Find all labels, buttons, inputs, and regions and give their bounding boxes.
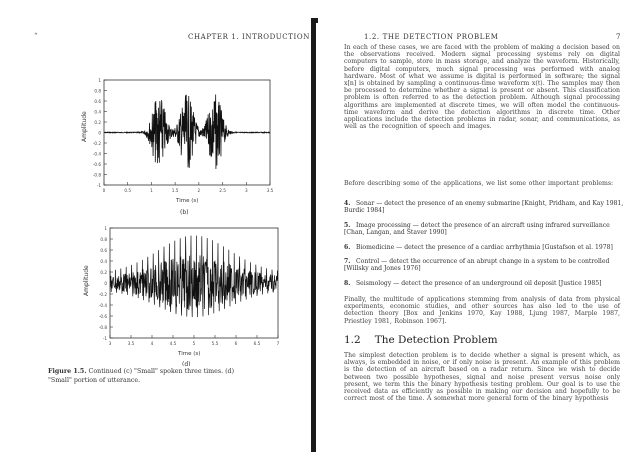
x-axis-label: Time (s) bbox=[176, 198, 199, 204]
panel-label: (d) bbox=[182, 361, 191, 366]
x-tick-label: 4 bbox=[150, 341, 154, 346]
y-axis-label: Amplitude bbox=[83, 265, 90, 296]
x-tick-label: 3.5 bbox=[266, 188, 274, 193]
margin-mark: “ bbox=[34, 32, 38, 40]
x-ticks bbox=[103, 182, 274, 193]
enum-text: Seismology — detect the presence of an underground oil deposit [Justice 1985] bbox=[356, 280, 602, 287]
x-tick-label: 3 bbox=[244, 188, 248, 193]
y-tick-label: -0.4 bbox=[98, 302, 107, 308]
y-tick-label: 0.2 bbox=[94, 119, 101, 125]
waveform-chart-bottom bbox=[74, 216, 304, 366]
x-tick-label: 7 bbox=[276, 341, 280, 346]
x-axis-label: Time (s) bbox=[178, 351, 201, 357]
y-axis-label: Amplitude bbox=[81, 111, 88, 142]
paragraph-1: In each of these cases, we are faced with the problem of making a decision based on the observations received. Modern signal processing systems rely on digital computers to sample, store in mass storage, and analyze the waveform. Historically, before digital computers, much signal processing was performed with analog hardware. Most of what we assume is digital is performed in software; the signal x[n] is obtained by sampling a continuous-time waveform x(t). The samples may then be processed to determine whether a signal is present or absent. This classification problem is often referred to as the detection problem. Although signal processing algorithms are implemented at discrete times, we will often model the continuous-time waveform and derive the detection algorithms in discrete time. Other applications include the detection problems in radar, sonar, and communications, as well as the recognition of speech and images. bbox=[344, 44, 620, 131]
y-tick-label: -0.2 bbox=[98, 291, 107, 297]
y-tick-label: -0.8 bbox=[92, 172, 101, 178]
enum-text: Sonar — detect the presence of an enemy submarine [Knight, Pridham, and Kay 1981, Burdic 1984] bbox=[344, 200, 624, 215]
enum-item-5 bbox=[344, 222, 626, 236]
figure-caption bbox=[48, 368, 248, 385]
y-tick-label: 0.6 bbox=[94, 98, 101, 104]
section-number: 1.2 bbox=[344, 334, 361, 346]
x-tick-label: 6 bbox=[234, 341, 238, 346]
enum-item-6 bbox=[344, 244, 626, 251]
panel-label: (b) bbox=[180, 209, 189, 216]
x-tick-label: 1.5 bbox=[171, 188, 179, 193]
waveform-chart-top bbox=[80, 70, 300, 220]
section-title: The Detection Problem bbox=[374, 334, 498, 346]
enum-number: 4. bbox=[344, 200, 351, 207]
figure-label: Figure 1.5. bbox=[48, 368, 87, 375]
paragraph-4: The simplest detection problem is to decide whether a signal is present which, as always, is embedded in noise, or if only noise is present. An example of this problem is the detection of an aircraft based on a radar return. Since we wish to decide between two possible hypotheses, signal and noise present versus noise only present, we term this the binary hypothesis testing problem. Our goal is to use the received data as efficiently as possible in making our decision and hopefully to be correct most of the time. A somewhat more general form of the binary hypothesis bbox=[344, 352, 620, 403]
y-tick-label: 0.2 bbox=[100, 269, 107, 275]
x-tick-label: 0.5 bbox=[124, 188, 132, 193]
paragraph-3: Finally, the multitude of applications stemming from analysis of data from physical experiments, economic studies, and other sources has also led to the use of detection theory [Box and Jenkins 1970, Kay 1988, Ljung 1987, Marple 1987, Priestley 1981, Robinson 1967]. bbox=[344, 296, 620, 325]
enum-number: 5. bbox=[344, 222, 351, 229]
y-tick-label: 0.8 bbox=[94, 88, 101, 94]
left-page bbox=[0, 0, 316, 452]
enum-number: 7. bbox=[344, 258, 351, 265]
x-tick-label: 5.5 bbox=[211, 341, 219, 346]
x-tick-label: 3 bbox=[108, 341, 112, 346]
enum-text: Image processing — detect the presence of an aircraft using infrared surveillance [Chan, Langan, and Staver 1990] bbox=[344, 222, 610, 237]
y-tick-label: -1 bbox=[96, 182, 101, 188]
y-tick-label: -0.6 bbox=[98, 313, 107, 319]
enum-text: Biomedicine — detect the presence of a cardiac arrhythmia [Gustafson et al. 1978] bbox=[356, 244, 613, 251]
y-tick-label: 0.4 bbox=[94, 109, 101, 115]
y-tick-label: 1 bbox=[104, 225, 107, 231]
enum-text: Control — detect the occurrence of an abrupt change in a system to be controlled [Willsky and Jones 1976] bbox=[344, 258, 610, 273]
figure-caption-text: Continued (c) "Small" spoken three times. (d) "Small" portion of utterance. bbox=[48, 368, 235, 384]
right-page bbox=[318, 0, 638, 452]
y-tick-label: -0.4 bbox=[92, 151, 101, 157]
y-tick-label: -0.6 bbox=[92, 161, 101, 167]
x-tick-label: 2 bbox=[197, 188, 201, 193]
waveform-line bbox=[104, 95, 270, 169]
page-number: 7 bbox=[616, 33, 622, 41]
enum-item-4 bbox=[344, 200, 626, 214]
section-heading bbox=[344, 334, 498, 346]
x-tick-label: 2.5 bbox=[219, 188, 226, 193]
paragraph-2: Before describing some of the applications, we list some other important problems: bbox=[344, 180, 614, 187]
y-tick-label: 0 bbox=[98, 130, 101, 136]
y-tick-label: -0.8 bbox=[98, 324, 107, 330]
x-tick-label: 0 bbox=[102, 188, 106, 193]
y-tick-label: 0 bbox=[104, 280, 107, 286]
x-tick-label: 6.5 bbox=[253, 341, 261, 346]
x-tick-label: 5 bbox=[192, 341, 196, 346]
enum-item-7 bbox=[344, 258, 626, 272]
waveform-line bbox=[110, 236, 278, 318]
x-tick-label: 4.5 bbox=[169, 341, 177, 346]
running-head-right: 1.2. THE DETECTION PROBLEM bbox=[364, 33, 499, 41]
x-tick-label: 1 bbox=[150, 188, 153, 193]
x-tick-label: 3.5 bbox=[127, 341, 135, 346]
y-tick-label: 0.6 bbox=[100, 247, 107, 253]
y-tick-label: -0.2 bbox=[92, 140, 101, 146]
enum-number: 8. bbox=[344, 280, 351, 287]
enum-number: 6. bbox=[344, 244, 351, 251]
y-tick-label: -1 bbox=[102, 335, 107, 341]
running-head-left: CHAPTER 1. INTRODUCTION bbox=[188, 33, 310, 41]
y-tick-label: 0.8 bbox=[100, 236, 107, 242]
y-tick-label: 0.4 bbox=[100, 258, 107, 264]
binding-gutter bbox=[311, 22, 316, 452]
y-tick-label: 1 bbox=[98, 77, 101, 83]
enum-item-8 bbox=[344, 280, 626, 287]
x-ticks bbox=[109, 335, 280, 346]
